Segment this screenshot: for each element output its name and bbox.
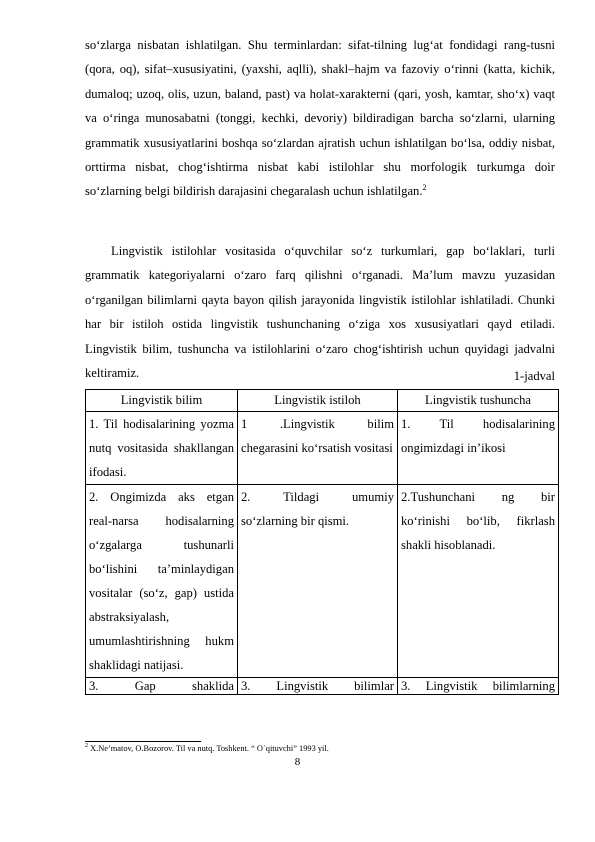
table-cell: 3. Lingvistik bilimlarning <box>398 678 559 695</box>
footnote-text: X.Ne’matov, O.Bozorov. Til va nutq. Toshkent. “ O`qituvchi” 1993 yil. <box>90 744 329 753</box>
table-cell: 3. Gap shaklida <box>86 678 238 695</box>
footnote <box>85 743 329 755</box>
header-lingvistik-istiloh: Lingvistik istiloh <box>238 390 398 412</box>
table-row <box>86 678 559 695</box>
table-header-row <box>86 390 559 412</box>
table-cell: 1. Til hodisalarining ongimizdagi in’ikosi <box>398 412 559 485</box>
table-cell: 2.Tushunchani ng bir ko‘rinishi bo‘lib, fikrlash shakli hisoblanadi. <box>398 485 559 678</box>
table-cell: 2. Tildagi umumiy so‘zlarning bir qismi. <box>238 485 398 678</box>
footnote-number: 2 <box>85 743 88 750</box>
footnote-separator <box>85 741 201 742</box>
table-row <box>86 485 559 678</box>
page-number: 8 <box>294 756 301 768</box>
table-label: 1-jadval <box>513 369 555 383</box>
comparison-table <box>85 389 559 695</box>
paragraph-2: Lingvistik istilohlar vositasida o‘quvchilar so‘z turkumlari, gap bo‘laklari, turli grammatik kategoriyalarni o‘zaro farq qilishni o‘rganadi. Ma’lum mavzu yuzasidan o‘rganilgan bilimlarni qayta bayon qilish jarayonida lingvistik istilohlar ishlatiladi. Chunki har bir istiloh ostida lingvistik tushunchaning o‘ziga xos xususiyatlari qayd etiladi. Lingvistik bilim, tushuncha va istilohlarini o‘zaro chog‘ishtirish uchun quyidagi jadvalni keltiramiz. <box>85 244 555 381</box>
table-cell: 3. Lingvistik bilimlar <box>238 678 398 695</box>
header-lingvistik-bilim: Lingvistik bilim <box>86 390 238 412</box>
header-lingvistik-tushuncha: Lingvistik tushuncha <box>398 390 559 412</box>
paragraph-1-text: so‘zlarga nisbatan ishlatilgan. Shu terminlardan: sifat-tilning lug‘at fondidagi rang-tusni (qora, oq), sifat–xususiyatini, (yaxshi, aqlli), shakl–hajm va fazoviy o‘rinni (katta, kichik, dumaloq; uzoq, olis, uzun, baland, past) va holat-xarakterni (qari, yosh, kamtar, sho‘x) vaqt va o‘ringa munosabatni (tonggi, kechki, devoriy) bildiradigan barcha so‘zlarni, ularning grammatik xususiyatlarini boshqa so‘zlardan ajratish uchun ishlatilgan bo‘lsa, oddiy nisbat, orttirma nisbat, chog‘ishtirma nisbat kabi istilohlar shu morfologik turkumga doir so‘zlarning belgi bildirish darajasini chegaralash uchun ishlatilgan. <box>85 38 555 199</box>
table-cell: 2. Ongimizda aks etgan real-narsa hodisalarning o‘zgalarga tushunarli bo‘lishini ta’minlaydigan vositalar (so‘z, gap) ustida abstraksiyalash, umumlashtirishning hukm shaklidagi natijasi. <box>86 485 238 678</box>
paragraph-1 <box>85 33 555 204</box>
table-cell: 1. Til hodisalarining yozma nutq vositasida shakllangan ifodasi. <box>86 412 238 485</box>
table-row <box>86 412 559 485</box>
footnote-reference[interactable]: 2 <box>422 183 427 193</box>
table-cell: 1 .Lingvistik bilim chegarasini ko‘rsatish vositasi <box>238 412 398 485</box>
